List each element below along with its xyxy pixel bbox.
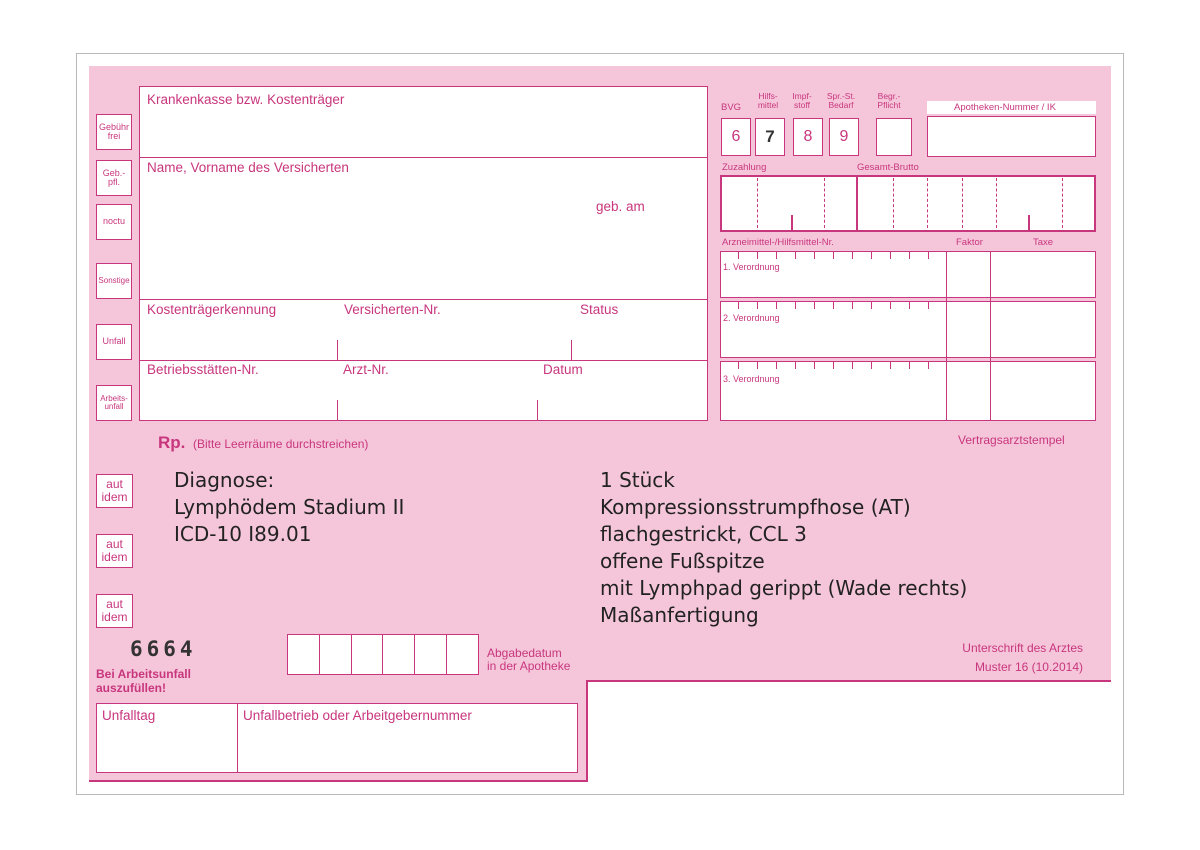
fee-label: Taxe xyxy=(1033,237,1054,248)
row-divider xyxy=(139,360,708,361)
digit-box-aid[interactable]: 7 xyxy=(755,118,785,156)
amount-cell-divider xyxy=(927,178,928,228)
digit-tick xyxy=(814,302,815,309)
form-edge-line xyxy=(89,780,588,782)
row-divider xyxy=(139,157,708,158)
date-digit-box[interactable] xyxy=(415,635,447,674)
field-separator xyxy=(337,340,338,360)
digit-tick xyxy=(852,252,853,259)
row-divider xyxy=(139,299,708,300)
field-separator xyxy=(571,340,572,360)
justification-box[interactable] xyxy=(876,118,912,156)
rp-hint: (Bitte Leerräume durchstreichen) xyxy=(193,437,369,451)
digit-tick xyxy=(776,252,777,259)
fee-free-box[interactable]: Gebühr frei xyxy=(96,114,132,150)
pharmacy-no-box[interactable] xyxy=(927,116,1096,157)
factor-label: Faktor xyxy=(956,237,983,248)
form-edge-line xyxy=(588,680,1111,682)
digit-tick xyxy=(814,252,815,259)
printed-code: 6664 xyxy=(130,637,197,661)
aut-idem-box-1[interactable]: aut idem xyxy=(96,474,133,508)
amount-cell-divider xyxy=(824,178,825,228)
digit-tick xyxy=(795,362,796,369)
signature-area xyxy=(943,639,1083,676)
digit-tick xyxy=(890,252,891,259)
insurer-label: Krankenkasse bzw. Kostenträger xyxy=(147,92,345,107)
aut-idem-box-2[interactable]: aut idem xyxy=(96,534,133,568)
fee-due-box[interactable]: Geb.- pfl. xyxy=(96,160,132,196)
digit-tick xyxy=(890,302,891,309)
accident-company-label: Unfallbetrieb oder Arbeitgebernummer xyxy=(243,708,472,723)
insured-no-label: Versicherten-Nr. xyxy=(344,302,441,317)
diagnosis-text: Diagnose: Lymphödem Stadium II ICD-10 I89.01 xyxy=(174,468,405,546)
facility-no-label: Betriebsstätten-Nr. xyxy=(147,362,259,377)
justification-label: Begr.- Pflicht xyxy=(877,91,901,110)
prescription-3-label: 3. Verordnung xyxy=(723,374,780,384)
date-digit-box[interactable] xyxy=(447,635,478,674)
aut-idem-box-3[interactable]: aut idem xyxy=(96,594,133,628)
digit-tick xyxy=(833,302,834,309)
digit-tick xyxy=(738,252,739,259)
doctor-no-label: Arzt-Nr. xyxy=(343,362,389,377)
prescription-text: 1 Stück Kompressionsstrumpfhose (AT) flachgestrickt, CCL 3 offene Fußspitze mit Lymphpad gerippt (Wade rechts) Maßanfertigung xyxy=(600,468,968,627)
date-digit-box[interactable] xyxy=(383,635,415,674)
accident-day-label: Unfalltag xyxy=(102,708,156,723)
aid-label: Hilfs- mittel xyxy=(757,91,779,110)
amounts-box[interactable] xyxy=(720,175,1096,232)
digit-tick xyxy=(871,362,872,369)
cost-id-label: Kostenträgerkennung xyxy=(147,302,277,317)
accident-box-divider xyxy=(237,703,238,773)
bvg-label: BVG xyxy=(721,102,742,113)
digit-tick xyxy=(852,362,853,369)
pharmacy-no-label: Apotheken-Nummer / IK xyxy=(954,102,1056,113)
accident-box[interactable]: Unfall xyxy=(96,324,132,360)
date-digit-box[interactable] xyxy=(320,635,352,674)
prescription-row-2[interactable] xyxy=(720,301,1096,358)
signature-label: Unterschrift des Arztes xyxy=(962,641,1083,655)
vaccine-label: Impf- stoff xyxy=(792,91,812,110)
digit-tick xyxy=(871,252,872,259)
digit-tick xyxy=(738,362,739,369)
digit-tick xyxy=(909,362,910,369)
copay-label: Zuzahlung xyxy=(722,162,767,173)
factor-column-divider xyxy=(946,251,947,421)
date-label: Datum xyxy=(543,362,583,377)
dispense-date-boxes[interactable] xyxy=(287,634,479,675)
form-version: Muster 16 (10.2014) xyxy=(974,659,1083,674)
digit-tick xyxy=(776,302,777,309)
dispense-date-label: Abgabedatum in der Apotheke xyxy=(487,646,571,674)
field-separator xyxy=(337,400,338,420)
digit-tick xyxy=(757,362,758,369)
digit-tick xyxy=(757,252,758,259)
stamp-label: Vertragsarztstempel xyxy=(958,433,1065,447)
prescription-2-label: 2. Verordnung xyxy=(723,313,780,323)
rp-label: Rp. xyxy=(158,433,186,452)
field-separator xyxy=(537,400,538,420)
digit-tick xyxy=(833,252,834,259)
amount-cell-divider xyxy=(996,178,997,228)
gross-total-label: Gesamt-Brutto xyxy=(857,162,919,173)
digit-tick xyxy=(852,302,853,309)
digit-tick xyxy=(776,362,777,369)
digit-tick xyxy=(928,302,929,309)
work-accident-box[interactable]: Arbeits- unfall xyxy=(96,385,132,421)
prescription-1-label: 1. Verordnung xyxy=(723,262,780,272)
digit-box-bvg[interactable]: 6 xyxy=(721,118,751,156)
status-label: Status xyxy=(580,302,619,317)
accident-note: Bei Arbeitsunfall auszufüllen! xyxy=(96,667,191,696)
amount-cell-divider xyxy=(1062,178,1063,228)
amount-cell-divider xyxy=(962,178,963,228)
other-box[interactable]: Sonstige xyxy=(96,263,132,299)
digit-tick xyxy=(814,362,815,369)
digit-tick xyxy=(928,252,929,259)
digit-box-vaccine[interactable]: 8 xyxy=(793,118,823,156)
item-no-label: Arzneimittel-/Hilfsmittel-Nr. xyxy=(722,237,834,248)
digit-box-sprst[interactable]: 9 xyxy=(829,118,859,156)
fee-column-divider xyxy=(990,251,991,421)
night-box[interactable]: noctu xyxy=(96,204,132,240)
digit-tick xyxy=(833,362,834,369)
sprst-label: Spr.-St. Bedarf xyxy=(826,91,856,110)
decimal-mark xyxy=(1028,215,1030,230)
dob-label: geb. am xyxy=(596,199,645,214)
decimal-mark xyxy=(791,215,793,230)
digit-tick xyxy=(909,252,910,259)
date-digit-box[interactable] xyxy=(288,635,320,674)
digit-tick xyxy=(757,302,758,309)
digit-tick xyxy=(795,302,796,309)
amount-cell-divider xyxy=(757,178,758,228)
amounts-separator xyxy=(856,175,858,232)
digit-tick xyxy=(928,362,929,369)
digit-tick xyxy=(890,362,891,369)
digit-tick xyxy=(871,302,872,309)
prescription-row-3[interactable] xyxy=(720,361,1096,421)
digit-tick xyxy=(795,252,796,259)
name-label: Name, Vorname des Versicherten xyxy=(147,160,349,175)
amount-cell-divider xyxy=(893,178,894,228)
form-edge-line xyxy=(586,680,588,782)
digit-tick xyxy=(909,302,910,309)
digit-tick xyxy=(738,302,739,309)
date-digit-box[interactable] xyxy=(352,635,384,674)
